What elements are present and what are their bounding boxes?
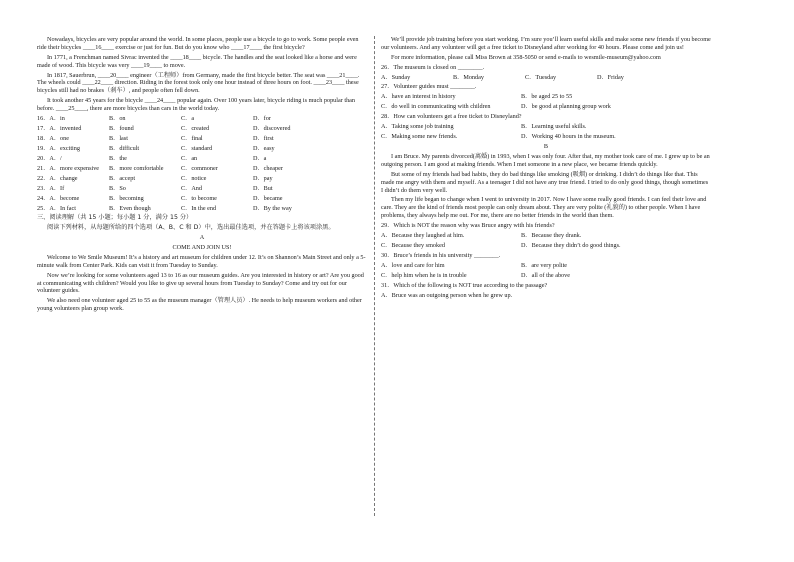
option-c: C．final xyxy=(181,134,203,142)
option-a: A．Because they laughed at him. xyxy=(381,232,465,240)
option-d: D．But xyxy=(253,184,273,192)
option-d: D．Friday xyxy=(597,73,624,81)
option-row-21 xyxy=(37,165,367,173)
option-row-25 xyxy=(37,205,367,213)
option-d: D．all of the above xyxy=(521,271,570,279)
section-instruction: 阅读下列材料，从每题所给的四个选项（A、B、C 和 D）中，选出最佳选项，并在答题卡上将该项涂黑。 xyxy=(47,224,335,232)
option-row-19 xyxy=(37,145,367,153)
question-27-options-ab xyxy=(381,93,711,101)
option-row-22 xyxy=(37,175,367,183)
option-d: D．Because they didn’t do good things. xyxy=(521,241,621,249)
option-row-24 xyxy=(37,195,367,203)
option-d: D．became xyxy=(253,194,283,202)
right-column xyxy=(381,36,711,302)
left-column xyxy=(37,36,367,315)
option-a: A．love and care for him xyxy=(381,261,445,269)
option-a: A．Sunday xyxy=(381,73,411,81)
option-c: C．And xyxy=(181,184,202,192)
option-a: 19．A．exciting xyxy=(37,144,80,152)
question-29-options-cd xyxy=(381,242,711,250)
passage-a-contact: For more information, please call Miss Brown at 358-5050 or send e-mails to wesmile-museum@yahoo.com xyxy=(391,53,661,61)
option-a: 20．A．/ xyxy=(37,154,62,162)
option-b: B．becoming xyxy=(109,194,144,202)
cloze-paragraph-4: It took another 45 years for the bicycle ____24____ popular again. Over 100 years later, bicycle riding is much popular than before. ____25____, there are more bicycles than cars in the world today. xyxy=(37,97,356,113)
passage-a-paragraph-1: Welcome to We Smile Museum! It’s a history and art museum for children under 12. It’s on Shannon’s Main Street and only a 5-minute walk from Center Park. Kids can visit it from Tuesday to Sunday. xyxy=(37,253,366,269)
option-b: B．Because they drank. xyxy=(521,232,582,240)
option-b: B．on xyxy=(109,115,126,123)
cloze-paragraph-1: Nowadays, bicycles are very popular around the world. In some places, people use a bicycle to go to work. Some people even ride their bicycles ____16____ exercise or just for fun. But do you know who ____17____ the first bicycle? xyxy=(37,36,359,51)
cloze-paragraph-2: In 1771, a Frenchman named Sivrac invented the ____18____ bicycle. The handles and the seat looked like a horse and were made of wood. This bicycle was very ____19____ to move. xyxy=(37,53,357,69)
option-d: D．pay xyxy=(253,174,273,182)
option-d: D．Working 40 hours in the museum. xyxy=(521,133,616,141)
option-c: C．an xyxy=(181,154,198,162)
passage-a-paragraph-2: Now we’re looking for some volunteers aged 13 to 16 as our museum guides. Are you interested in history or art? Are you good at communicating with children? Would you like to give up several hours from Tuesday to Sunday? Come and try out for our volunteer guides. xyxy=(37,271,364,295)
option-d: D．a xyxy=(253,154,267,162)
option-row-17 xyxy=(37,125,367,133)
option-b: B．are very polite xyxy=(521,261,568,269)
option-b: B．more comfortable xyxy=(109,164,164,172)
question-28: 28．How can volunteers get a free ticket to Disneyland? xyxy=(381,113,522,121)
option-d: D．discovered xyxy=(253,125,291,133)
question-30-options-ab xyxy=(381,262,711,270)
option-a: 24．A．become xyxy=(37,194,80,202)
option-c: C．help him when he is in trouble xyxy=(381,271,467,279)
cloze-options xyxy=(37,115,367,212)
passage-a-paragraph-4: We’ll provide job training before you start working. I’m sure you’ll learn useful skills and make some new friends if you become our volunteers. And any volunteer will get a free ticket to Disneyland after working for 40 hours. Please come and join us! xyxy=(381,36,711,51)
question-26-options xyxy=(381,74,711,82)
passage-a-title: COME AND JOIN US! xyxy=(172,243,232,251)
question-31: 31．Which of the following is NOT true according to the passage? xyxy=(381,281,548,289)
option-a: 21．A．more expensive xyxy=(37,164,100,172)
question-31-option-a: A．Bruce was an outgoing person when he grew up. xyxy=(381,291,513,299)
option-c: C．Because they smoked xyxy=(381,241,445,249)
passage-a-paragraph-3: We also need one volunteer aged 25 to 55 as the museum manager（管理人员）. He needs to help museum workers and other young volunteers plan group work. xyxy=(37,297,362,313)
passage-b-label: B xyxy=(543,143,549,151)
option-c: C．a xyxy=(181,115,195,123)
question-28-options-cd xyxy=(381,133,711,141)
option-d: D．first xyxy=(253,134,274,142)
cloze-paragraph-3: In 1817, Sauerbrun, ____20____ engineer（工程师）from Germany, made the first bicycle better. The seat was ____21____. The wheels could ____22____ direction. Riding in the forest took only one hour instead of three hours on foot. ____23____ these bicycles still had no brakes（刹车）, and people often fell down. xyxy=(37,71,360,95)
option-a: 23．A．If xyxy=(37,184,65,192)
option-c: C．Tuesday xyxy=(525,73,557,81)
option-b: B．Even though xyxy=(109,204,151,212)
option-b: B．found xyxy=(109,125,134,133)
option-b: B．accept xyxy=(109,174,136,182)
option-c: C．do well in communicating with children xyxy=(381,103,491,111)
option-row-23 xyxy=(37,185,367,193)
option-a: A．have an interest in history xyxy=(381,93,456,101)
option-b: B．last xyxy=(109,134,128,142)
question-28-options-ab xyxy=(381,123,711,131)
question-29: 29．Which is NOT the reason why was Bruce angry with his friends? xyxy=(381,222,555,230)
option-row-20 xyxy=(37,155,367,163)
option-a: 17．A．invented xyxy=(37,125,82,133)
question-30: 30．Bruce’s friends in his university ________. xyxy=(381,251,501,259)
option-b: B．difficult xyxy=(109,144,140,152)
option-b: B．be aged 25 to 55 xyxy=(521,93,573,101)
option-c: C．standard xyxy=(181,144,213,152)
option-d: D．be good at planning group work xyxy=(521,103,611,111)
question-30-options-cd xyxy=(381,272,711,280)
option-a: 22．A．change xyxy=(37,174,78,182)
option-c: C．created xyxy=(181,125,210,133)
option-a: 18．A．one xyxy=(37,134,69,142)
section-heading: 三、阅读理解（共 15 小题；每小题 1 分，满分 15 分） xyxy=(37,214,193,222)
question-27: 27．Volunteer guides must ________. xyxy=(381,83,477,91)
option-b: B．So xyxy=(109,184,126,192)
option-row-16 xyxy=(37,115,367,123)
option-a: 16．A．in xyxy=(37,115,65,123)
option-a: A．Taking some job training xyxy=(381,123,454,131)
passage-a-label: A xyxy=(199,234,205,242)
passage-b-paragraph-3: Then my life began to change when I went to university in 2017. Now I have some really good friends. I can feel their love and care. They are the kind of friends most people can only dream about. They are very polite (礼貌的) to other people. When I have problems, they always help me out. For me, there are no better friends in the world than them. xyxy=(381,196,707,220)
option-d: D．easy xyxy=(253,144,275,152)
option-c: C．commoner xyxy=(181,164,218,172)
option-c: C．In the end xyxy=(181,204,217,212)
option-b: B．Monday xyxy=(453,73,484,81)
option-b: B．the xyxy=(109,154,127,162)
option-c: C．to become xyxy=(181,194,217,202)
option-d: D．cheaper xyxy=(253,164,283,172)
question-27-options-cd xyxy=(381,103,711,111)
option-a: 25．A．In fact xyxy=(37,204,77,212)
option-row-18 xyxy=(37,135,367,143)
passage-b-paragraph-1: I am Bruce. My parents divorced(离婚) in 1993, when I was only four. After that, my mother took care of me. I grew up to be an outgoing person. I am good at making friends. When I met someone in a new place, we became friends quickly. xyxy=(381,152,710,168)
option-b: B．Learning useful skills. xyxy=(521,123,587,131)
option-c: C．notice xyxy=(181,174,207,182)
question-29-options-ab xyxy=(381,232,711,240)
option-c: C．Making some new friends. xyxy=(381,133,458,141)
column-divider xyxy=(374,36,375,516)
option-d: D．for xyxy=(253,115,271,123)
question-26: 26．The museum is closed on ________. xyxy=(381,63,485,71)
option-d: D．By the way xyxy=(253,204,292,212)
passage-b-paragraph-2: But some of my friends had bad habits, they do bad things like smoking (吸烟) or drinking. I didn’t do things like that. This made me angry with them and myself. As a teenager I did not have any true friend. I tried to do only good things, though sometimes I didn’t do them very well. xyxy=(381,170,709,194)
